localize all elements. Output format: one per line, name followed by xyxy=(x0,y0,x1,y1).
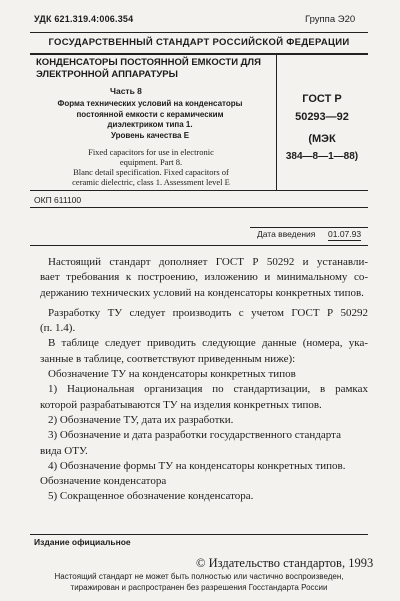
body-line-7: занные в таблице, соответствуют приведенным ниже): xyxy=(40,352,296,365)
title-en-line-2: equipment. Part 8. xyxy=(119,157,183,167)
gost-designation xyxy=(276,92,368,164)
body-line-2: вает требования к построению, изложению и минимальному со- xyxy=(40,271,368,284)
subtitle-ru-line-1: Форма технических условий на конденсаторы xyxy=(57,99,243,108)
body-line-10: которой разрабатываются ТУ на изделия конкретных типов. xyxy=(40,398,322,411)
official-edition: Издание официальное xyxy=(34,537,131,547)
copyright-text: Издательство стандартов, 1993 xyxy=(208,556,374,570)
subtitle-ru-line-4: Уровень качества Е xyxy=(110,130,190,140)
title-ru-line-1: КОНДЕНСАТОРЫ ПОСТОЯННОЙ ЕМКОСТИ ДЛЯ xyxy=(36,57,261,68)
gost-label: ГОСТ Р xyxy=(302,93,342,105)
body-line-14: 4) Обозначение формы ТУ на конденсаторы конкретных типов. xyxy=(48,459,346,472)
body-line-15: Обозначение конденсатора xyxy=(40,475,167,488)
body-line-9: 1) Национальная организация по стандартизации, в рамках xyxy=(48,383,368,396)
rule-title-bottom xyxy=(30,190,368,191)
copyright-symbol: © xyxy=(196,556,206,570)
title-en-line-3: Blanc detail specification. Fixed capacitors of xyxy=(73,167,229,177)
body-line-13: вида ОТУ. xyxy=(40,444,88,457)
subtitle-ru-line-2: постоянной емкости с керамическим xyxy=(76,109,224,119)
body-text xyxy=(40,255,368,505)
notice-line-1: Настоящий стандарт не может быть полностью или частично воспроизведен, xyxy=(54,572,344,581)
title-en-line-4: ceramic dielectric, class 1. Assessment level E xyxy=(72,177,230,187)
body-line-6: В таблице следует приводить следующие данные (номера, ука- xyxy=(48,337,368,350)
title-en-line-1: Fixed capacitors for use in electronic xyxy=(88,147,214,157)
part-label: Часть 8 xyxy=(110,86,142,96)
body-line-12: 3) Обозначение и дата разработки государственного стандарта xyxy=(48,429,341,442)
body-line-1: Настоящий стандарт дополняет ГОСТ Р 50292 и устанавли- xyxy=(48,256,368,268)
date-value: 01.07.93 xyxy=(328,229,362,239)
body-line-3: держанию технических условий на конденсаторы конкретных типов. xyxy=(40,286,364,299)
rule-top-2 xyxy=(30,53,368,55)
subtitle-ru-line-3: диэлектриком типа 1. xyxy=(107,120,193,129)
iec-number: 384—8—1—88) xyxy=(285,151,359,162)
body-line-16: 5) Сокращенное обозначение конденсатора. xyxy=(48,490,254,503)
iec-label: (МЭК xyxy=(308,133,336,145)
reproduction-notice xyxy=(30,572,368,593)
rule-top-1 xyxy=(30,32,368,33)
title-ru-line-2: ЭЛЕКТРОННОЙ АППАРАТУРЫ xyxy=(36,69,178,80)
notice-line-2: тиражирован и распространен без разрешения Госстандарта России xyxy=(70,582,328,592)
udk-code: УДК 621.319.4:006.354 xyxy=(34,14,134,24)
rule-date-top xyxy=(250,227,368,228)
body-line-11: 2) Обозначение ТУ, дата их разработки. xyxy=(48,413,234,426)
rule-footer xyxy=(30,534,368,535)
rule-date-bottom xyxy=(30,245,368,246)
rule-okp-bottom xyxy=(30,207,368,208)
body-line-8: Обозначение ТУ на конденсаторы конкретных типов xyxy=(48,368,296,381)
body-line-4: Разработку ТУ следует производить с учетом ГОСТ Р 50292 xyxy=(48,306,368,319)
okp-code: ОКП 611100 xyxy=(34,195,82,205)
body-line-5: (п. 1.4). xyxy=(40,322,76,335)
group-code: Группа Э20 xyxy=(305,14,356,25)
subtitle-ru xyxy=(30,99,270,141)
title-ru xyxy=(36,57,261,81)
copyright-line xyxy=(196,556,373,571)
gost-number: 50293—92 xyxy=(295,111,349,123)
state-standard-banner: ГОСУДАРСТВЕННЫЙ СТАНДАРТ РОССИЙСКОЙ ФЕДЕРАЦИИ xyxy=(48,37,350,48)
title-en xyxy=(30,147,272,187)
date-label: Дата введения xyxy=(257,229,316,239)
